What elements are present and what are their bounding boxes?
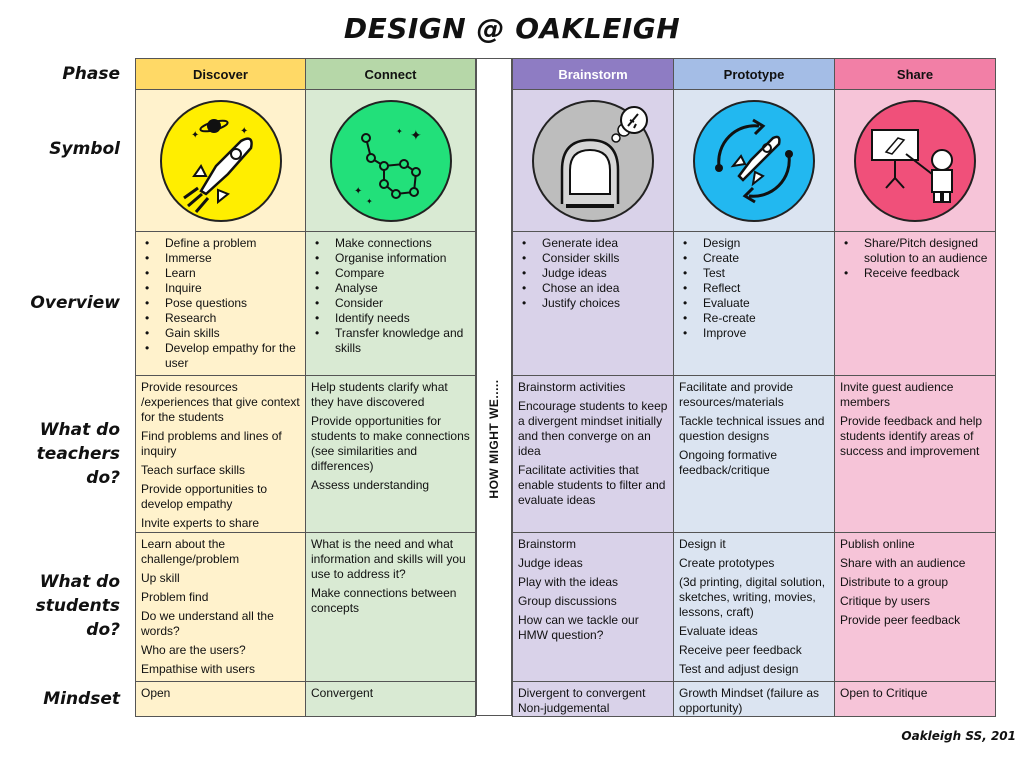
list-item: • Gain skills	[165, 326, 300, 341]
text-item: Test and adjust design	[679, 662, 799, 676]
teachers-prototype	[673, 375, 835, 533]
text-item: Judge ideas	[518, 556, 583, 570]
text-item: Do we understand all the words?	[141, 609, 274, 638]
students-brainstorm	[512, 532, 674, 682]
list-item: • Design	[703, 236, 829, 251]
list-item: • Pose questions	[165, 296, 300, 311]
text-item: (3d printing, digital solution, sketches, writing, movies, lessons, craft)	[679, 575, 826, 619]
header-brainstorm: Brainstorm	[512, 58, 674, 90]
text-item: What is the need and what information and skills will you use to address it?	[311, 537, 466, 581]
text-item: How can we tackle our HMW question?	[518, 613, 639, 642]
text-item: Find problems and lines of inquiry	[141, 429, 282, 458]
header-discover: Discover	[135, 58, 306, 90]
text-line: Open	[141, 686, 171, 700]
list-item: • Consider	[335, 296, 470, 311]
overview-list-connect	[311, 236, 470, 356]
text-line: Convergent	[311, 686, 374, 700]
text-item: Invite experts to share	[141, 516, 260, 530]
list-item: • Improve	[703, 326, 829, 341]
astronaut-presenting-icon	[850, 96, 980, 226]
mindset-connect	[305, 681, 476, 717]
row-label-teachers: What do teachers do?	[36, 420, 120, 488]
text-item: Encourage students to keep a divergent mindset initially and then converge on an idea	[518, 399, 668, 458]
text-item: Make connections between concepts	[311, 586, 457, 615]
text-item: Evaluate ideas	[679, 624, 758, 638]
row-label-mindset: Mindset	[43, 689, 120, 709]
list-item: • Judge ideas	[542, 266, 668, 281]
rocket-cycle-icon	[689, 96, 819, 226]
text-item: Teach surface skills	[141, 463, 246, 477]
text-item: Provide resources /experiences that give context for the students	[141, 380, 300, 424]
list-item: • Make connections	[335, 236, 470, 251]
list-item: • Consider skills	[542, 251, 668, 266]
text-item: Help students clarify what they have discovered	[311, 380, 448, 409]
mindset-prototype	[673, 681, 835, 717]
text-item: Facilitate and provide resources/materials	[679, 380, 794, 409]
text-item: Play with the ideas	[518, 575, 619, 589]
overview-list-discover	[141, 236, 300, 371]
how-might-we-label: HOW MIGHT WE.....	[487, 379, 501, 499]
list-item: • Receive feedback	[864, 266, 990, 281]
text-item: Ongoing formative feedback/critique	[679, 448, 778, 477]
overview-prototype	[673, 231, 835, 376]
overview-list-share	[840, 236, 990, 281]
list-item: • Compare	[335, 266, 470, 281]
mindset-discover	[135, 681, 306, 717]
symbol-cell-prototype	[673, 89, 835, 232]
text-line: Divergent to convergent	[518, 686, 646, 700]
students-discover	[135, 532, 306, 682]
list-item: • Immerse	[165, 251, 300, 266]
list-item: • Re-create	[703, 311, 829, 326]
list-item: • Generate idea	[542, 236, 668, 251]
mindset-brainstorm	[512, 681, 674, 717]
overview-connect	[305, 231, 476, 376]
svg-text:✦: ✦	[395, 126, 403, 136]
svg-text:✦: ✦	[353, 185, 362, 197]
text-item: Invite guest audience members	[840, 380, 954, 409]
students-connect	[305, 532, 476, 682]
list-item: • Transfer knowledge and skills	[335, 326, 470, 356]
row-label-students: What do students do?	[35, 572, 120, 640]
text-item: Empathise with users	[141, 662, 256, 676]
text-item: Provide opportunities for students to make connections (see similarities and differences)	[311, 414, 470, 473]
row-label-phase: Phase	[62, 64, 120, 84]
page-title: DESIGN @ OAKLEIGH	[343, 12, 681, 45]
list-item: • Identify needs	[335, 311, 470, 326]
text-item: Create prototypes	[679, 556, 775, 570]
list-item: • Organise information	[335, 251, 470, 266]
text-item: Provide opportunities to develop empathy	[141, 482, 268, 511]
text-line: Growth Mindset (failure as opportunity)	[679, 686, 820, 715]
constellation-icon	[326, 96, 456, 226]
list-item: • Share/Pitch designed solution to an audience	[864, 236, 990, 266]
text-line: Non-judgemental	[518, 701, 610, 715]
astronaut-thinking-icon	[528, 96, 658, 226]
row-label-symbol: Symbol	[49, 139, 120, 159]
list-item: • Test	[703, 266, 829, 281]
text-item: Tackle technical issues and question designs	[679, 414, 825, 443]
symbol-cell-connect	[305, 89, 476, 232]
students-share	[834, 532, 996, 682]
symbol-cell-share	[834, 89, 996, 232]
teachers-discover	[135, 375, 306, 533]
svg-text:✦: ✦	[239, 125, 248, 137]
list-item: • Analyse	[335, 281, 470, 296]
teachers-connect	[305, 375, 476, 533]
overview-share	[834, 231, 996, 376]
symbol-cell-brainstorm	[512, 89, 674, 232]
text-item: Provide peer feedback	[840, 613, 961, 627]
text-item: Group discussions	[518, 594, 617, 608]
symbol-cell-discover	[135, 89, 306, 232]
text-line: Open to Critique	[840, 686, 928, 700]
list-item: • Inquire	[165, 281, 300, 296]
text-item: Provide feedback and help students identify areas of success and improvement	[840, 414, 983, 458]
list-item: • Define a problem	[165, 236, 300, 251]
list-item: • Justify choices	[542, 296, 668, 311]
footer-credit: Oakleigh SS, 201	[901, 729, 1016, 743]
text-item: Receive peer feedback	[679, 643, 802, 657]
overview-discover	[135, 231, 306, 376]
list-item: • Evaluate	[703, 296, 829, 311]
overview-brainstorm	[512, 231, 674, 376]
header-connect: Connect	[305, 58, 476, 90]
text-item: Distribute to a group	[840, 575, 949, 589]
header-share: Share	[834, 58, 996, 90]
list-item: • Develop empathy for the user	[165, 341, 300, 371]
text-item: Facilitate activities that enable students to filter and evaluate ideas	[518, 463, 666, 507]
svg-text:✦: ✦	[365, 196, 373, 206]
overview-list-prototype	[679, 236, 829, 341]
row-label-overview: Overview	[30, 293, 120, 313]
text-item: Learn about the challenge/problem	[141, 537, 240, 566]
how-might-we-column	[476, 58, 512, 716]
overview-list-brainstorm	[518, 236, 668, 311]
list-item: • Create	[703, 251, 829, 266]
teachers-brainstorm	[512, 375, 674, 533]
text-item: Brainstorm activities	[518, 380, 626, 394]
list-item: • Chose an idea	[542, 281, 668, 296]
svg-text:✦: ✦	[190, 129, 199, 141]
teachers-share	[834, 375, 996, 533]
list-item: • Reflect	[703, 281, 829, 296]
text-item: Share with an audience	[840, 556, 966, 570]
text-item: Design it	[679, 537, 726, 551]
header-prototype: Prototype	[673, 58, 835, 90]
list-item: • Learn	[165, 266, 300, 281]
svg-text:✦: ✦	[409, 126, 422, 143]
text-item: Who are the users?	[141, 643, 246, 657]
text-item: Assess understanding	[311, 478, 430, 492]
text-item: Problem find	[141, 590, 209, 604]
text-item: Brainstorm	[518, 537, 577, 551]
mindset-share	[834, 681, 996, 717]
list-item: • Research	[165, 311, 300, 326]
students-prototype	[673, 532, 835, 682]
text-item: Critique by users	[840, 594, 931, 608]
rocket-planet-icon	[156, 96, 286, 226]
text-item: Publish online	[840, 537, 915, 551]
text-item: Up skill	[141, 571, 180, 585]
